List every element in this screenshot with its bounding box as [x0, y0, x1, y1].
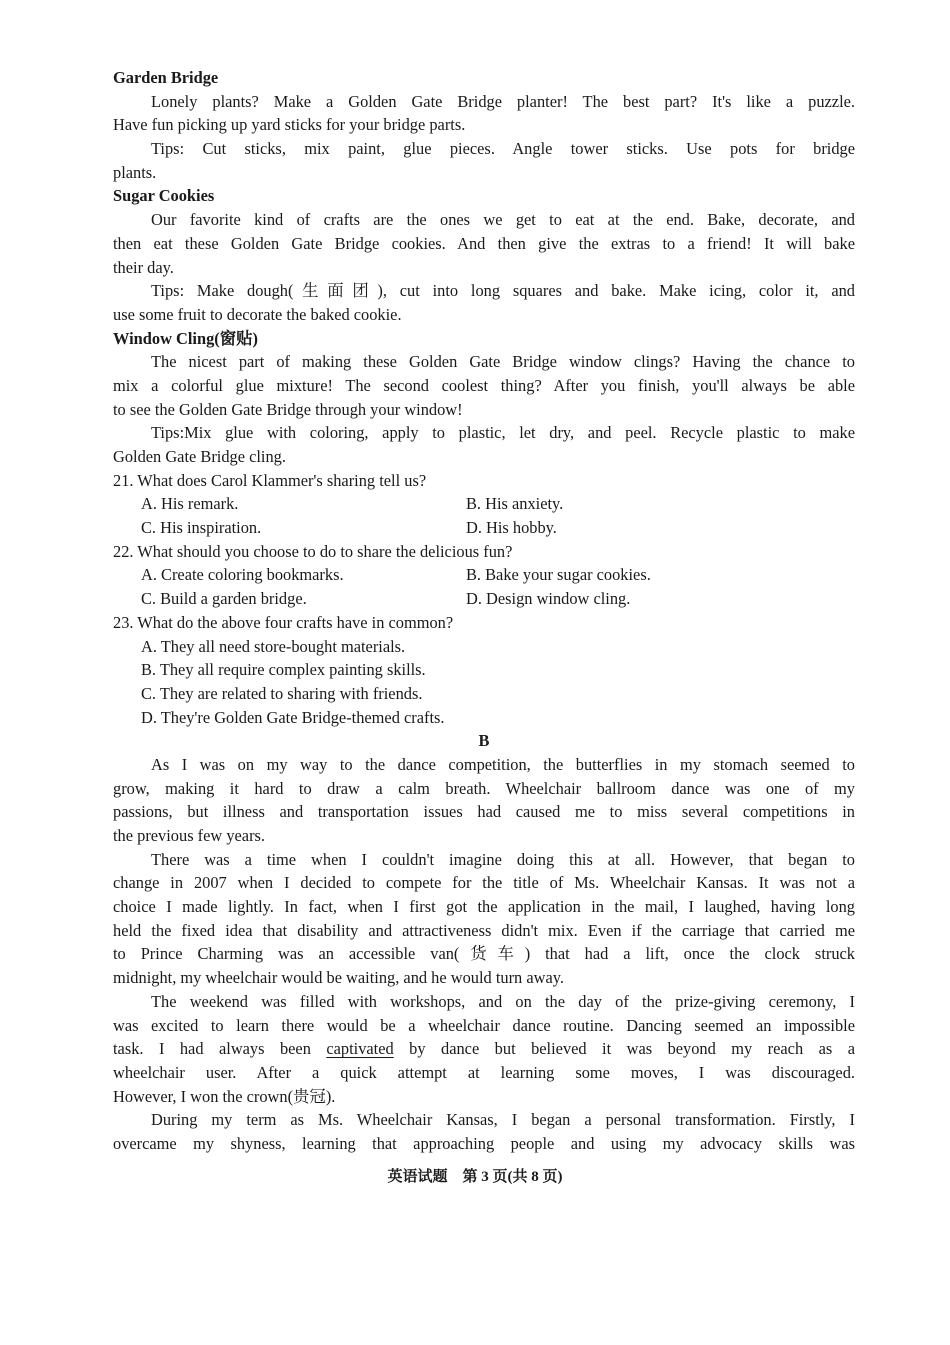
text-line: Our favorite kind of crafts are the ones we get to eat at the end. Bake, decorate, and	[151, 210, 855, 230]
text-line: During my term as Ms. Wheelchair Kansas, I began a personal transformation. Firstly, I	[151, 1110, 855, 1130]
section-b-label: B	[478, 731, 490, 751]
option-b: B. Bake your sugar cookies.	[466, 565, 651, 585]
text-line: mix a colorful glue mixture! The second coolest thing? After you finish, you'll always be able	[113, 375, 855, 395]
question-22-options-row2	[113, 587, 855, 611]
text-line: then eat these Golden Gate Bridge cookies. And then give the extras to a friend! It will bake	[113, 233, 855, 253]
underlined-word-captivated: captivated	[326, 1039, 394, 1059]
option-d: D. Design window cling.	[466, 589, 631, 609]
option-c: C. His inspiration.	[141, 518, 262, 538]
option-c: C. Build a garden bridge.	[141, 589, 307, 609]
option-a: A. Create coloring bookmarks.	[141, 565, 344, 585]
text-line: The nicest part of making these Golden Gate Bridge window clings? Having the chance to	[151, 352, 855, 372]
text-line: held the fixed idea that disability and attractiveness didn't mix. Even if the carriage that carried me	[113, 920, 855, 940]
text-line: There was a time when I couldn't imagine doing this at all. However, that began to	[151, 849, 855, 869]
text-line: The weekend was filled with workshops, and on the day of the prize-giving ceremony, I	[151, 991, 855, 1011]
text-line: As I was on my way to the dance competition, the butterflies in my stomach seemed to	[151, 754, 855, 774]
option-c: C. They are related to sharing with friends.	[141, 683, 423, 703]
option-d: D. His hobby.	[466, 518, 557, 538]
text-line	[113, 1037, 855, 1061]
text-line: midnight, my wheelchair would be waiting, and he would turn away.	[113, 968, 564, 988]
text-line: to see the Golden Gate Bridge through your window!	[113, 399, 463, 419]
text-line: their day.	[113, 257, 174, 277]
option-a: A. They all need store-bought materials.	[141, 636, 406, 656]
text-line: to Prince Charming was an accessible van(货车) that had a lift, once the clock struck	[113, 944, 855, 964]
text-line: use some fruit to decorate the baked cookie.	[113, 304, 402, 324]
option-b: B. They all require complex painting skills.	[141, 660, 426, 680]
text-line: was excited to learn there would be a wheelchair dance routine. Dancing seemed an impossible	[113, 1015, 855, 1035]
text-line: Tips:Mix glue with coloring, apply to plastic, let dry, and peel. Recycle plastic to make	[151, 423, 855, 443]
text-line: Lonely plants? Make a Golden Gate Bridge planter! The best part? It's like a puzzle.	[151, 91, 855, 111]
question-21-options-row1	[113, 492, 855, 516]
text-line: the previous few years.	[113, 826, 266, 845]
page-footer: 英语试题 第 3 页(共 8 页)	[387, 1169, 563, 1185]
text-line: passions, but illness and transportation issues had caused me to miss several competitions in	[113, 802, 855, 822]
text-line: Have fun picking up yard sticks for your bridge parts.	[113, 115, 466, 135]
heading-garden-bridge: Garden Bridge	[113, 68, 219, 87]
question-23-stem: 23. What do the above four crafts have in common?	[113, 612, 454, 632]
question-21-stem: 21. What does Carol Klammer's sharing tell us?	[113, 470, 427, 490]
question-22-options-row1	[113, 563, 855, 587]
text-segment: by dance but believed it was beyond my reach as a	[393, 1039, 855, 1059]
text-line: plants.	[113, 162, 157, 182]
text-line: Tips: Cut sticks, mix paint, glue pieces. Angle tower sticks. Use pots for bridge	[151, 139, 855, 159]
text-line: overcame my shyness, learning that approaching people and using my advocacy skills was	[113, 1133, 855, 1153]
option-a: A. His remark.	[141, 494, 239, 514]
option-d: D. They're Golden Gate Bridge-themed crafts.	[141, 707, 445, 727]
text-line: change in 2007 when I decided to compete for the title of Ms. Wheelchair Kansas. It was not a	[113, 873, 855, 893]
text-line: wheelchair user. After a quick attempt at learning some moves, I was discouraged.	[113, 1062, 855, 1082]
text-line: Tips: Make dough(生面团), cut into long squares and bake. Make icing, color it, and	[151, 281, 855, 301]
text-line: Golden Gate Bridge cling.	[113, 447, 286, 466]
text-segment: task. I had always been	[113, 1039, 327, 1059]
question-21-options-row2	[113, 516, 855, 540]
option-b: B. His anxiety.	[466, 494, 564, 514]
text-line: choice I made lightly. In fact, when I first got the application in the mail, I laughed, having long	[113, 897, 855, 917]
text-line: However, I won the crown(贵冠).	[113, 1086, 336, 1106]
page-content	[113, 66, 855, 1156]
question-22-stem: 22. What should you choose to do to share the delicious fun?	[113, 541, 513, 561]
text-line: grow, making it hard to draw a calm breath. Wheelchair ballroom dance was one of my	[113, 778, 855, 798]
heading-window-cling: Window Cling(窗贴)	[113, 328, 258, 348]
heading-sugar-cookies: Sugar Cookies	[113, 186, 215, 206]
